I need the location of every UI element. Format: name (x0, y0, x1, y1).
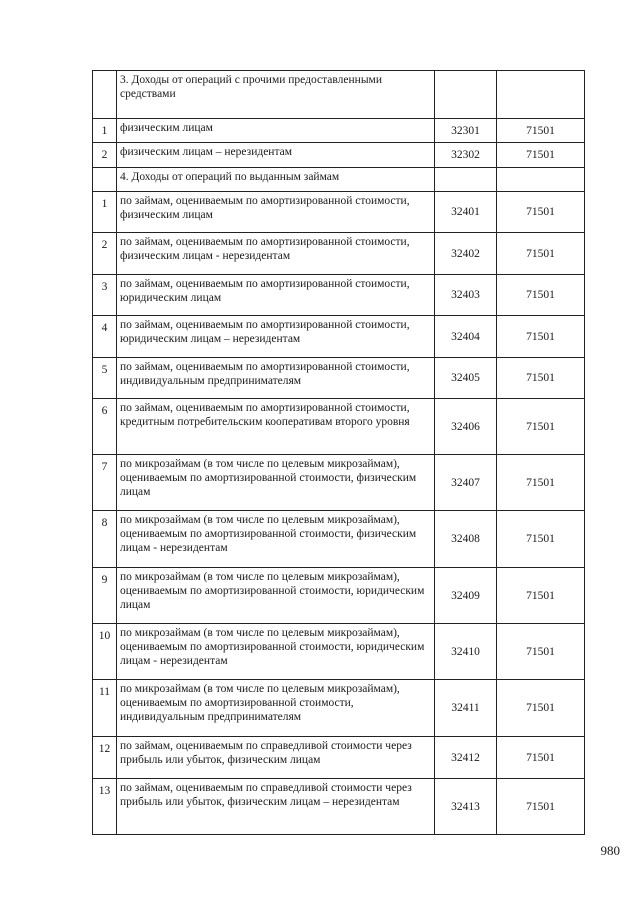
table-row (93, 168, 585, 192)
symbol-code (497, 71, 585, 119)
symbol-code: 71501 (497, 316, 585, 358)
table-row (93, 399, 585, 455)
account-code: 32407 (435, 455, 497, 511)
symbol-code: 71501 (497, 779, 585, 835)
accounts-table (92, 70, 585, 835)
account-code: 32411 (435, 680, 497, 737)
account-code: 32404 (435, 316, 497, 358)
row-number: 1 (93, 192, 117, 233)
account-code: 32402 (435, 233, 497, 275)
row-number: 10 (93, 624, 117, 680)
row-description: 4. Доходы от операций по выданным займам (117, 168, 435, 192)
row-number: 8 (93, 511, 117, 568)
row-description: по займам, оцениваемым по амортизированной стоимости, юридическим лицам (117, 275, 435, 316)
account-code: 32302 (435, 143, 497, 168)
row-description: по микрозаймам (в том числе по целевым микрозаймам), оцениваемым по амортизированной стоимости, юридическим лицам (117, 568, 435, 624)
symbol-code: 71501 (497, 143, 585, 168)
table-row (93, 316, 585, 358)
row-number (93, 71, 117, 119)
row-number (93, 168, 117, 192)
table-row (93, 71, 585, 119)
table-row (93, 568, 585, 624)
symbol-code: 71501 (497, 455, 585, 511)
account-code: 32409 (435, 568, 497, 624)
table-row (93, 737, 585, 779)
row-description: по микрозаймам (в том числе по целевым микрозаймам), оцениваемым по амортизированной стоимости, физическим лицам (117, 455, 435, 511)
row-description: по займам, оцениваемым по справедливой стоимости через прибыль или убыток, физическим лицам (117, 737, 435, 779)
row-description: по микрозаймам (в том числе по целевым микрозаймам), оцениваемым по амортизированной стоимости, юридическим лицам - нерезидентам (117, 624, 435, 680)
table-row (93, 233, 585, 275)
row-number: 3 (93, 275, 117, 316)
table-row (93, 119, 585, 143)
row-number: 6 (93, 399, 117, 455)
symbol-code: 71501 (497, 568, 585, 624)
page-number: 980 (600, 843, 620, 858)
account-code: 32403 (435, 275, 497, 316)
row-number: 12 (93, 737, 117, 779)
symbol-code: 71501 (497, 119, 585, 143)
symbol-code: 71501 (497, 358, 585, 399)
row-number: 5 (93, 358, 117, 399)
symbol-code: 71501 (497, 680, 585, 737)
row-number: 1 (93, 119, 117, 143)
account-code: 32410 (435, 624, 497, 680)
row-number: 7 (93, 455, 117, 511)
row-description: физическим лицам (117, 119, 435, 143)
row-description: по микрозаймам (в том числе по целевым микрозаймам), оцениваемым по амортизированной стоимости, индивидуальным предпринимателям (117, 680, 435, 737)
row-number: 11 (93, 680, 117, 737)
account-code: 32412 (435, 737, 497, 779)
row-number: 2 (93, 143, 117, 168)
account-code: 32401 (435, 192, 497, 233)
symbol-code: 71501 (497, 624, 585, 680)
symbol-code: 71501 (497, 192, 585, 233)
row-description: по займам, оцениваемым по справедливой стоимости через прибыль или убыток, физическим лицам – нерезидентам (117, 779, 435, 835)
row-description: 3. Доходы от операций с прочими предоставленными средствами (117, 71, 435, 119)
symbol-code: 71501 (497, 737, 585, 779)
account-code: 32413 (435, 779, 497, 835)
table-row (93, 455, 585, 511)
account-code: 32405 (435, 358, 497, 399)
row-description: по займам, оцениваемым по амортизированной стоимости, юридическим лицам – нерезидентам (117, 316, 435, 358)
row-number: 4 (93, 316, 117, 358)
symbol-code (497, 168, 585, 192)
row-number: 9 (93, 568, 117, 624)
row-description: по займам, оцениваемым по амортизированной стоимости, физическим лицам (117, 192, 435, 233)
row-number: 2 (93, 233, 117, 275)
table-row (93, 358, 585, 399)
symbol-code: 71501 (497, 275, 585, 316)
symbol-code: 71501 (497, 511, 585, 568)
table-row (93, 192, 585, 233)
row-number: 13 (93, 779, 117, 835)
account-code: 32406 (435, 399, 497, 455)
account-code (435, 71, 497, 119)
row-description: по займам, оцениваемым по амортизированной стоимости, физическим лицам - нерезидентам (117, 233, 435, 275)
table-row (93, 143, 585, 168)
symbol-code: 71501 (497, 233, 585, 275)
row-description: по займам, оцениваемым по амортизированной стоимости, кредитным потребительским кооперативам второго уровня (117, 399, 435, 455)
table-row (93, 624, 585, 680)
row-description: по займам, оцениваемым по амортизированной стоимости, индивидуальным предпринимателям (117, 358, 435, 399)
row-description: физическим лицам – нерезидентам (117, 143, 435, 168)
symbol-code: 71501 (497, 399, 585, 455)
row-description: по микрозаймам (в том числе по целевым микрозаймам), оцениваемым по амортизированной стоимости, физическим лицам - нерезидентам (117, 511, 435, 568)
table-row (93, 275, 585, 316)
account-code: 32408 (435, 511, 497, 568)
table-row (93, 779, 585, 835)
table-row (93, 680, 585, 737)
account-code: 32301 (435, 119, 497, 143)
table-row (93, 511, 585, 568)
account-code (435, 168, 497, 192)
